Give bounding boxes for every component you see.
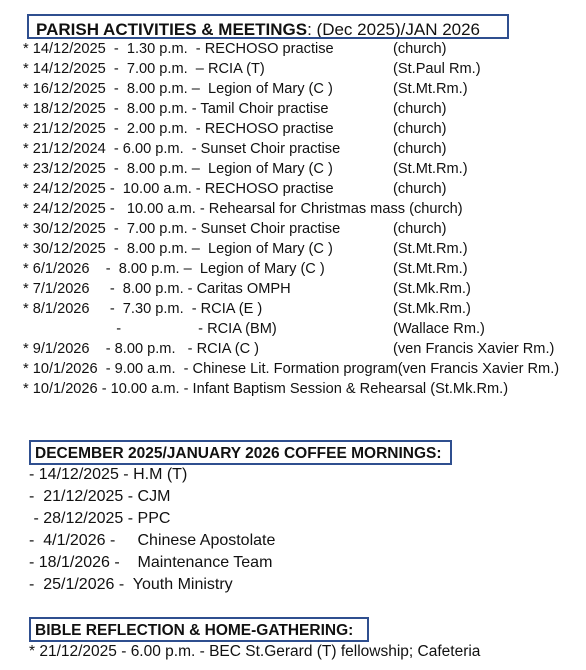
activity-location: (church) [393, 41, 447, 57]
activity-row: * 8/1/2026 - 7.30 p.m. - RCIA (E ) [23, 301, 263, 317]
coffee-morning-item: - 14/12/2025 - H.M (T) [29, 466, 188, 483]
activity-location: (St.Mt.Rm.) [393, 261, 468, 277]
parish-activities-heading [27, 14, 509, 39]
coffee-morning-item: - 18/1/2026 - Maintenance Team [29, 554, 273, 571]
activity-row: * 14/12/2025 - 1.30 p.m. - RECHOSO practise [23, 41, 334, 57]
bible-reflection-item: * 21/12/2025 - 6.00 p.m. - BEC St.Gerard (T) fellowship; Cafeteria [29, 643, 481, 660]
activity-row: * 9/1/2026 - 8.00 p.m. - RCIA (C ) [23, 341, 260, 357]
activity-location: (St.Mt.Rm.) [393, 81, 468, 97]
activity-location: (church) [393, 121, 447, 137]
parish-heading-period: : (Dec 2025)/JAN 2026 [307, 20, 481, 39]
activity-location: (St.Mk.Rm.) [393, 281, 471, 297]
coffee-heading-title: DECEMBER 2025/JANUARY 2026 COFFEE MORNINGS [35, 445, 437, 462]
activity-row: * 18/12/2025 - 8.00 p.m. - Tamil Choir practise [23, 101, 329, 117]
activity-location: (church) [393, 221, 447, 237]
activity-row: * 21/12/2025 - 2.00 p.m. - RECHOSO practise [23, 121, 334, 137]
bible-reflection-heading [29, 617, 369, 642]
activity-row: * 24/12/2025 - 10.00 a.m. - Rehearsal for Christmas mass (church) [23, 201, 463, 217]
activity-row: * 16/12/2025 - 8.00 p.m. – Legion of Mary (C ) [23, 81, 333, 97]
activity-location: (St.Paul Rm.) [393, 61, 481, 77]
activity-location: (St.Mk.Rm.) [393, 301, 471, 317]
activity-row: * 10/1/2026 - 9.00 a.m. - Chinese Lit. Formation program(ven Francis Xavier Rm.) [23, 361, 560, 377]
activity-location: (church) [393, 101, 447, 117]
coffee-mornings-heading [29, 440, 452, 465]
activity-location: (Wallace Rm.) [393, 321, 485, 337]
coffee-heading-colon: : [436, 445, 442, 462]
activity-location: (St.Mt.Rm.) [393, 161, 468, 177]
activity-location: (church) [393, 141, 447, 157]
activity-row: - - RCIA (BM) [23, 321, 277, 337]
activity-row: * 10/1/2026 - 10.00 a.m. - Infant Baptism Session & Rehearsal (St.Mk.Rm.) [23, 381, 509, 397]
bible-heading-colon: : [348, 622, 354, 639]
activity-location: (St.Mt.Rm.) [393, 241, 468, 257]
activity-row: * 30/12/2025 - 8.00 p.m. – Legion of Mary (C ) [23, 241, 333, 257]
coffee-morning-item: - 25/1/2026 - Youth Ministry [29, 576, 233, 593]
activity-row: * 24/12/2025 - 10.00 a.m. - RECHOSO practise [23, 181, 334, 197]
activity-row: * 7/1/2026 - 8.00 p.m. - Caritas OMPH [23, 281, 291, 297]
activity-row: * 21/12/2024 - 6.00 p.m. - Sunset Choir practise [23, 141, 341, 157]
coffee-morning-item: - 28/12/2025 - PPC [29, 510, 171, 527]
activity-location: (ven Francis Xavier Rm.) [393, 341, 555, 357]
bible-heading-title: BIBLE REFLECTION & HOME-GATHERING [35, 622, 349, 639]
parish-heading-title: PARISH ACTIVITIES & MEETINGS [36, 20, 308, 39]
coffee-morning-item: - 21/12/2025 - CJM [29, 488, 171, 505]
activity-row: * 23/12/2025 - 8.00 p.m. – Legion of Mary (C ) [23, 161, 333, 177]
activity-row: * 14/12/2025 - 7.00 p.m. – RCIA (T) [23, 61, 265, 77]
activity-row: * 30/12/2025 - 7.00 p.m. - Sunset Choir practise [23, 221, 341, 237]
activity-location: (church) [393, 181, 447, 197]
activity-row: * 6/1/2026 - 8.00 p.m. – Legion of Mary (C ) [23, 261, 325, 277]
coffee-morning-item: - 4/1/2026 - Chinese Apostolate [29, 532, 276, 549]
